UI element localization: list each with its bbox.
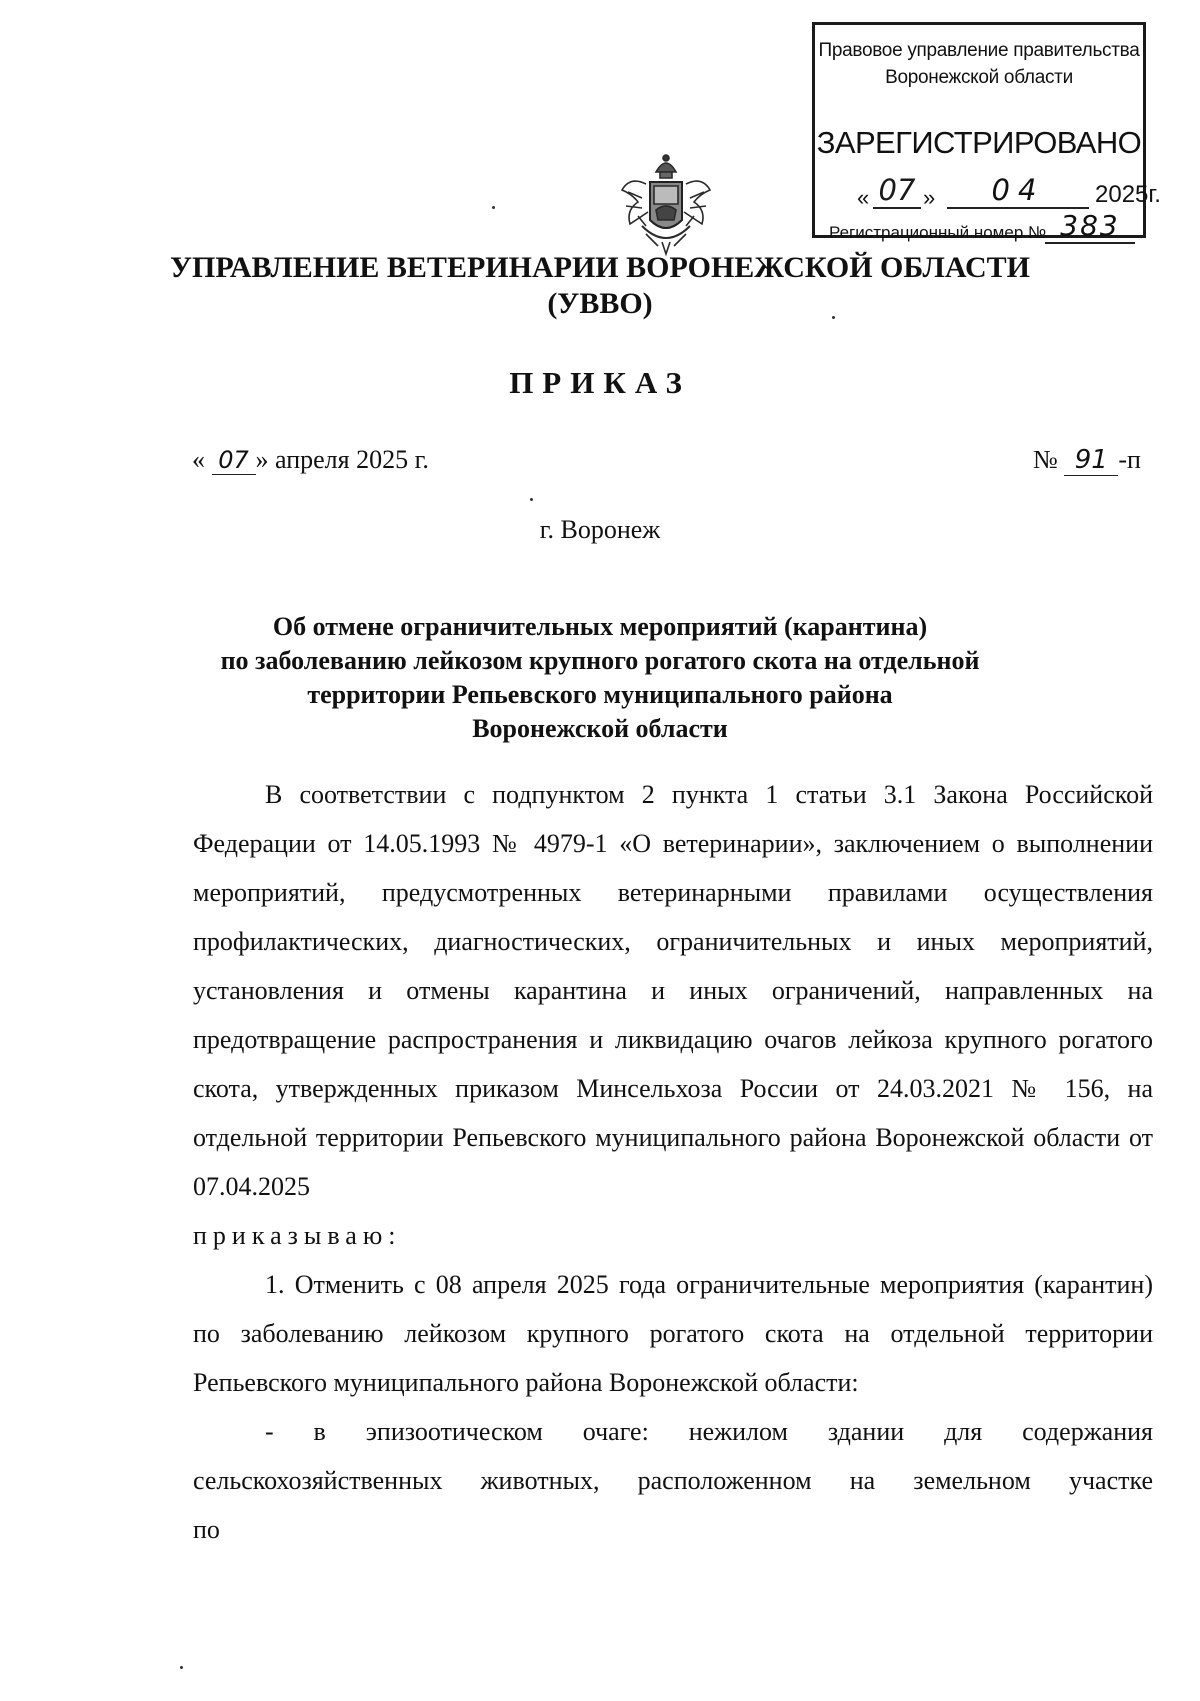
order-number-value: 91 bbox=[1064, 445, 1118, 476]
stamp-year: 2025г. bbox=[1095, 181, 1161, 208]
stamp-organization bbox=[815, 37, 1143, 91]
order-city: г. Воронеж bbox=[539, 515, 661, 544]
document-type: ПРИКАЗ bbox=[509, 365, 691, 400]
agency-abbreviation: (УВВО) bbox=[547, 287, 653, 320]
order-number bbox=[1033, 445, 1141, 476]
scan-speck bbox=[492, 206, 495, 209]
stamp-org-line1: Правовое управление правительства bbox=[818, 40, 1140, 61]
preamble-paragraph: В соответствии с подпунктом 2 пункта 1 статьи 3.1 Закона Российской Федерации от 14.05.1993 № 4979-1 «О ветеринарии», заключением о выполнении мероприятий, предусмотренных ветеринарными правилами осуществления профилактических, диагностических, ограничительных и иных мероприятий, установления и отмены карантина и иных ограничений, направленных на предотвращение распространения и ликвидацию очагов лейкоза крупного рогатого скота, утвержденных приказом Минсельхоза России от 24.03.2021 № 156, на отдельной территории Репьевского муниципального района Воронежской области от 07.04.2025 bbox=[193, 780, 1153, 1201]
stamp-quote-open: « bbox=[857, 185, 870, 210]
order-date-day: 07 bbox=[212, 446, 256, 475]
stamp-date bbox=[851, 173, 1161, 210]
stamp-reg-number-value: 383 bbox=[1045, 209, 1135, 244]
order-item-1: 1. Отменить с 08 апреля 2025 года ограничительные мероприятия (карантин) по заболеванию лейкозом крупного рогатого скота на отдельной территории Репьевского муниципального района Воронежской области: bbox=[193, 1270, 1153, 1397]
stamp-registered-label: ЗАРЕГИСТРИРОВАНО bbox=[816, 125, 1142, 160]
stamp-day: 07 bbox=[873, 173, 921, 209]
order-date-rest: » апреля 2025 г. bbox=[255, 445, 429, 474]
order-word: приказываю: bbox=[193, 1221, 402, 1250]
stamp-reg-number-label: Регистрационный номер № bbox=[829, 223, 1047, 242]
stamp-quote-close: » bbox=[923, 185, 936, 210]
subject-line2: по заболеванию лейкозом крупного рогатого скота на отдельной bbox=[220, 646, 980, 675]
order-number-suffix: -п bbox=[1118, 445, 1141, 474]
order-item-1-subitem: - в эпизоотическом очаге: нежилом здании для содержания сельскохозяйственных животных, расположенном на земельном участке по bbox=[193, 1417, 1153, 1544]
scan-speck bbox=[180, 1666, 183, 1669]
subject-line3: территории Репьевского муниципального района bbox=[307, 680, 893, 709]
order-date bbox=[192, 445, 429, 475]
registration-stamp bbox=[812, 22, 1161, 242]
stamp-month: 04 bbox=[947, 173, 1089, 209]
agency-title bbox=[0, 250, 1200, 322]
order-subject bbox=[0, 610, 1200, 746]
coat-of-arms-icon bbox=[616, 150, 716, 260]
agency-name: УПРАВЛЕНИЕ ВЕТЕРИНАРИИ ВОРОНЕЖСКОЙ ОБЛАСТИ bbox=[170, 251, 1030, 284]
stamp-org-line2: Воронежской области bbox=[885, 67, 1073, 88]
subject-line1: Об отмене ограничительных мероприятий (карантина) bbox=[272, 612, 928, 641]
order-number-prefix: № bbox=[1033, 445, 1058, 474]
subject-line4: Воронежской области bbox=[472, 714, 728, 743]
scan-speck bbox=[530, 498, 533, 501]
scan-speck bbox=[832, 316, 835, 319]
order-body bbox=[193, 770, 1153, 1554]
order-date-quote: « bbox=[192, 445, 205, 474]
